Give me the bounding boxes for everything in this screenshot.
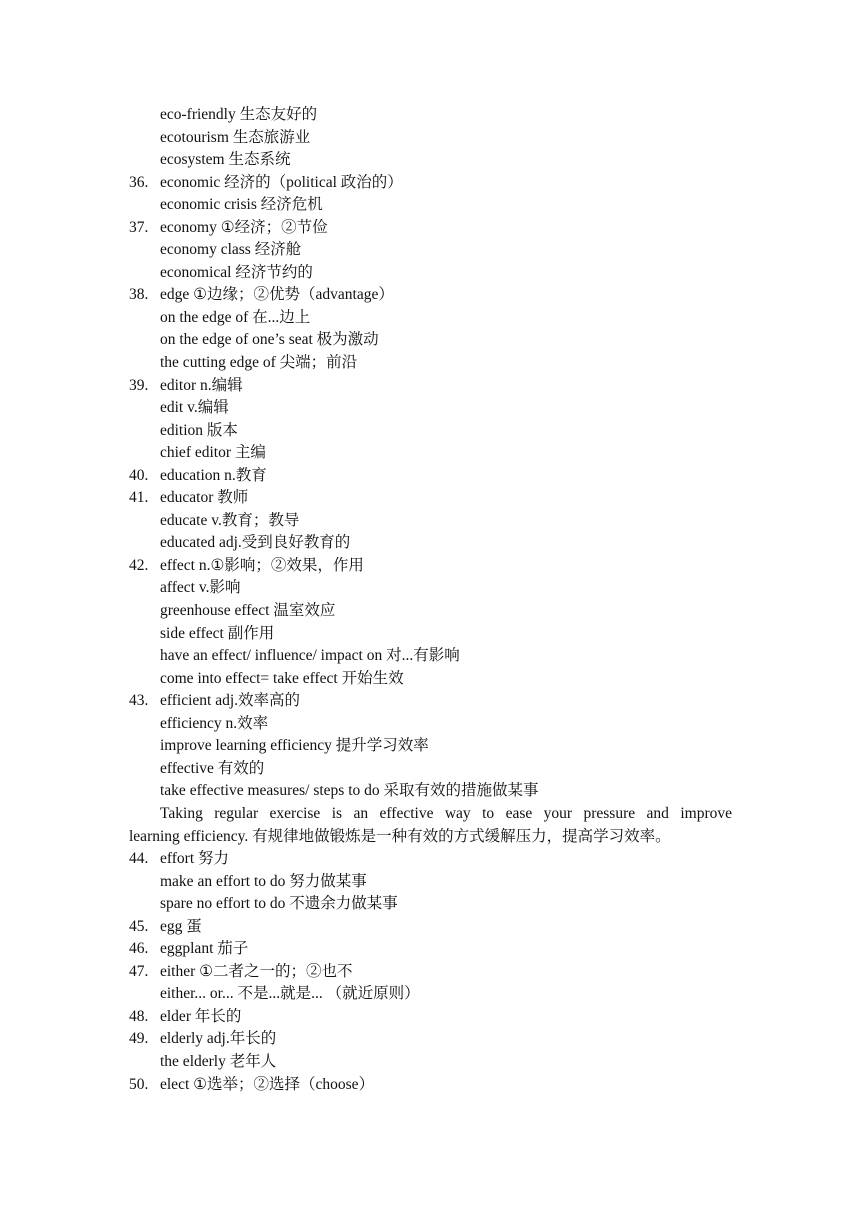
entry-line bbox=[0, 848, 860, 871]
example-sentence-line-2 bbox=[0, 826, 860, 849]
entry-line bbox=[0, 172, 860, 195]
sub-entry-line bbox=[0, 735, 860, 758]
entry-text: make an effort to do 努力做某事 bbox=[160, 872, 367, 890]
entry-text: greenhouse effect 温室效应 bbox=[160, 602, 336, 620]
entry-text: economical 经济节约的 bbox=[160, 263, 313, 281]
sub-entry-line bbox=[0, 149, 860, 172]
entry-text: efficient adj.效率高的 bbox=[160, 692, 301, 710]
entry-text: economic crisis 经济危机 bbox=[160, 196, 323, 214]
entry-text: economy class 经济舱 bbox=[160, 241, 302, 259]
sub-entry-line bbox=[0, 577, 860, 600]
entry-line bbox=[0, 487, 860, 510]
entry-text: the elderly 老年人 bbox=[160, 1052, 277, 1070]
entry-text: edit v.编辑 bbox=[160, 399, 229, 417]
sub-entry-line bbox=[0, 893, 860, 916]
entry-text: eggplant 茄子 bbox=[160, 940, 249, 958]
entry-text: effort 努力 bbox=[160, 850, 230, 868]
entry-text: have an effect/ influence/ impact on 对...有影响 bbox=[160, 647, 460, 665]
entry-line bbox=[0, 961, 860, 984]
sub-entry-line bbox=[0, 645, 860, 668]
sub-entry-line bbox=[0, 668, 860, 691]
entry-text: economy ①经济；②节俭 bbox=[160, 218, 328, 236]
entry-text: on the edge of 在...边上 bbox=[160, 308, 311, 326]
sub-entry-line bbox=[0, 307, 860, 330]
sub-entry-line bbox=[0, 623, 860, 646]
sub-entry-line bbox=[0, 713, 860, 736]
sub-entry-line bbox=[0, 420, 860, 443]
entry-number: 49. bbox=[129, 1030, 149, 1048]
entry-number: 50. bbox=[129, 1075, 149, 1093]
sub-entry-line bbox=[0, 194, 860, 217]
entry-line bbox=[0, 284, 860, 307]
entry-text: either ①二者之一的；②也不 bbox=[160, 962, 353, 980]
entry-line bbox=[0, 1028, 860, 1051]
entry-number: 47. bbox=[129, 962, 149, 980]
entry-text: come into effect= take effect 开始生效 bbox=[160, 669, 404, 687]
entry-text: efficiency n.效率 bbox=[160, 714, 269, 732]
entry-number: 44. bbox=[129, 850, 149, 868]
sub-entry-line bbox=[0, 510, 860, 533]
sub-entry-line bbox=[0, 871, 860, 894]
sub-entry-line bbox=[0, 127, 860, 150]
sub-entry-line bbox=[0, 983, 860, 1006]
sub-entry-line bbox=[0, 532, 860, 555]
entries-block-2 bbox=[0, 848, 860, 1096]
entry-text: edition 版本 bbox=[160, 421, 238, 439]
entry-line bbox=[0, 375, 860, 398]
entry-line bbox=[0, 690, 860, 713]
entry-text: side effect 副作用 bbox=[160, 624, 275, 642]
entry-text: edge ①边缘；②优势（advantage） bbox=[160, 286, 394, 304]
entry-line bbox=[0, 916, 860, 939]
entry-number: 45. bbox=[129, 917, 149, 935]
entry-text: egg 蛋 bbox=[160, 917, 202, 935]
entry-number: 43. bbox=[129, 692, 149, 710]
example-sentence-text-1: Taking regular exercise is an effective way to ease your pressure and improve bbox=[160, 804, 732, 822]
sub-entry-line bbox=[0, 239, 860, 262]
sub-entry-line bbox=[0, 600, 860, 623]
entry-text: effective 有效的 bbox=[160, 759, 265, 777]
entry-text: on the edge of one’s seat 极为激动 bbox=[160, 331, 379, 349]
sub-entry-line bbox=[0, 397, 860, 420]
entry-text: either... or... 不是...就是... （就近原则） bbox=[160, 985, 420, 1003]
entry-text: economic 经济的（political 政治的） bbox=[160, 173, 403, 191]
entry-line bbox=[0, 1006, 860, 1029]
sub-entry-line bbox=[0, 329, 860, 352]
sub-entry-line bbox=[0, 104, 860, 127]
entry-number: 37. bbox=[129, 218, 149, 236]
entry-text: editor n.编辑 bbox=[160, 376, 243, 394]
sub-entry-line bbox=[0, 780, 860, 803]
sub-entry-line bbox=[0, 442, 860, 465]
entry-text: educate v.教育；教导 bbox=[160, 511, 300, 529]
entry-text: ecotourism 生态旅游业 bbox=[160, 128, 311, 146]
sub-entry-line bbox=[0, 352, 860, 375]
sub-entry-line bbox=[0, 758, 860, 781]
entry-text: affect v.影响 bbox=[160, 579, 241, 597]
entry-text: educated adj.受到良好教育的 bbox=[160, 534, 351, 552]
entry-line bbox=[0, 1074, 860, 1097]
entry-text: improve learning efficiency 提升学习效率 bbox=[160, 737, 429, 755]
example-sentence-line-1 bbox=[0, 803, 860, 826]
entry-text: take effective measures/ steps to do 采取有效的措施做某事 bbox=[160, 782, 539, 800]
entries-block-1 bbox=[0, 104, 860, 803]
entry-line bbox=[0, 217, 860, 240]
entry-number: 48. bbox=[129, 1007, 149, 1025]
entry-text: eco-friendly 生态友好的 bbox=[160, 106, 318, 123]
entry-line bbox=[0, 555, 860, 578]
entry-text: educator 教师 bbox=[160, 489, 249, 507]
entry-text: elder 年长的 bbox=[160, 1007, 242, 1025]
example-sentence-text-2: learning efficiency. 有规律地做锻炼是一种有效的方式缓解压力，提高学习效率。 bbox=[129, 827, 671, 845]
entry-number: 46. bbox=[129, 940, 149, 958]
entry-text: elderly adj.年长的 bbox=[160, 1030, 277, 1048]
entry-line bbox=[0, 938, 860, 961]
entry-number: 40. bbox=[129, 466, 149, 484]
entry-line bbox=[0, 465, 860, 488]
entry-text: ecosystem 生态系统 bbox=[160, 151, 291, 169]
entry-number: 38. bbox=[129, 286, 149, 304]
entry-number: 41. bbox=[129, 489, 149, 507]
entry-text: spare no effort to do 不遗余力做某事 bbox=[160, 895, 398, 913]
entry-number: 42. bbox=[129, 556, 149, 574]
vocabulary-list bbox=[0, 104, 860, 1096]
entry-number: 36. bbox=[129, 173, 149, 191]
sub-entry-line bbox=[0, 262, 860, 285]
entry-text: effect n.①影响；②效果，作用 bbox=[160, 556, 364, 574]
entry-number: 39. bbox=[129, 376, 149, 394]
entry-text: chief editor 主编 bbox=[160, 444, 266, 462]
entry-text: education n.教育 bbox=[160, 466, 267, 484]
entry-text: the cutting edge of 尖端；前沿 bbox=[160, 354, 358, 372]
entry-text: elect ①选举；②选择（choose） bbox=[160, 1075, 375, 1093]
sub-entry-line bbox=[0, 1051, 860, 1074]
